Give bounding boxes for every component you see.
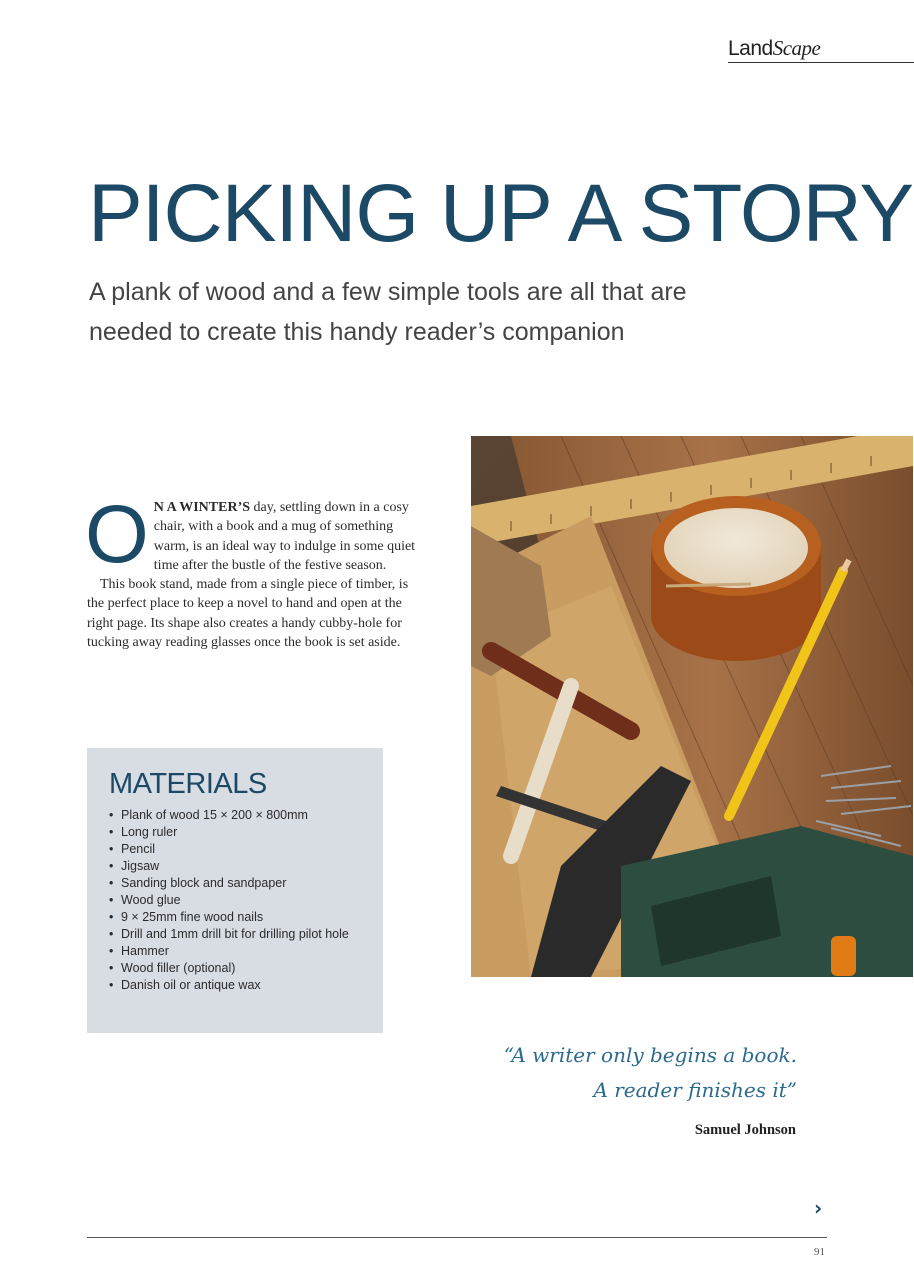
materials-item: • Plank of wood 15 × 200 × 800mm [109, 807, 367, 824]
masthead-brand-regular: Land [728, 37, 773, 60]
materials-list [109, 807, 367, 994]
article-subtitle: A plank of wood and a few simple tools are all that are needed to create this handy reader’s companion [89, 278, 687, 346]
materials-item: • Jigsaw [109, 858, 367, 875]
chevron-right-icon[interactable]: › [814, 1196, 823, 1220]
body-paragraph-2: This book stand, made from a single piece of timber, is the perfect place to keep a novel to hand and open at the right page. Its shape also creates a handy cubby-hole for tucking away reading glasses once the book is set aside. [87, 577, 409, 651]
lead-in: N A WINTER’S [153, 500, 251, 515]
quote-line-2: A reader finishes it” [593, 1078, 797, 1102]
materials-item: • Sanding block and sandpaper [109, 875, 367, 892]
body-paragraph-1 [85, 489, 417, 580]
materials-item: • Wood glue [109, 892, 367, 909]
materials-item: • Hammer [109, 943, 367, 960]
materials-item: • 9 × 25mm fine wood nails [109, 909, 367, 926]
materials-heading: MATERIALS [109, 768, 267, 800]
masthead-brand-italic: Scape [772, 36, 821, 60]
materials-item: • Pencil [109, 841, 367, 858]
materials-box [87, 748, 383, 1033]
drop-cap: O [85, 489, 149, 580]
quote-line-1: “A writer only begins a book. [503, 1043, 797, 1067]
page-number: 91 [814, 1246, 825, 1258]
footer-divider [87, 1237, 827, 1238]
article-title: PICKING UP A STORY [88, 168, 914, 259]
tools-photo [471, 436, 913, 977]
materials-item: • Wood filler (optional) [109, 960, 367, 977]
article-body [85, 489, 417, 652]
masthead-logo [728, 36, 914, 63]
materials-item: • Drill and 1mm drill bit for drilling pilot hole [109, 926, 367, 943]
materials-item: • Long ruler [109, 824, 367, 841]
materials-item: • Danish oil or antique wax [109, 977, 367, 994]
paragraph-1-text: day, settling down in a cosy chair, with a book and a mug of something warm, is an ideal way to indulge in some quiet time after the bustle of the festive season. [153, 500, 416, 573]
quote-author: Samuel Johnson [694, 1122, 796, 1138]
pull-quote [480, 1038, 797, 1108]
